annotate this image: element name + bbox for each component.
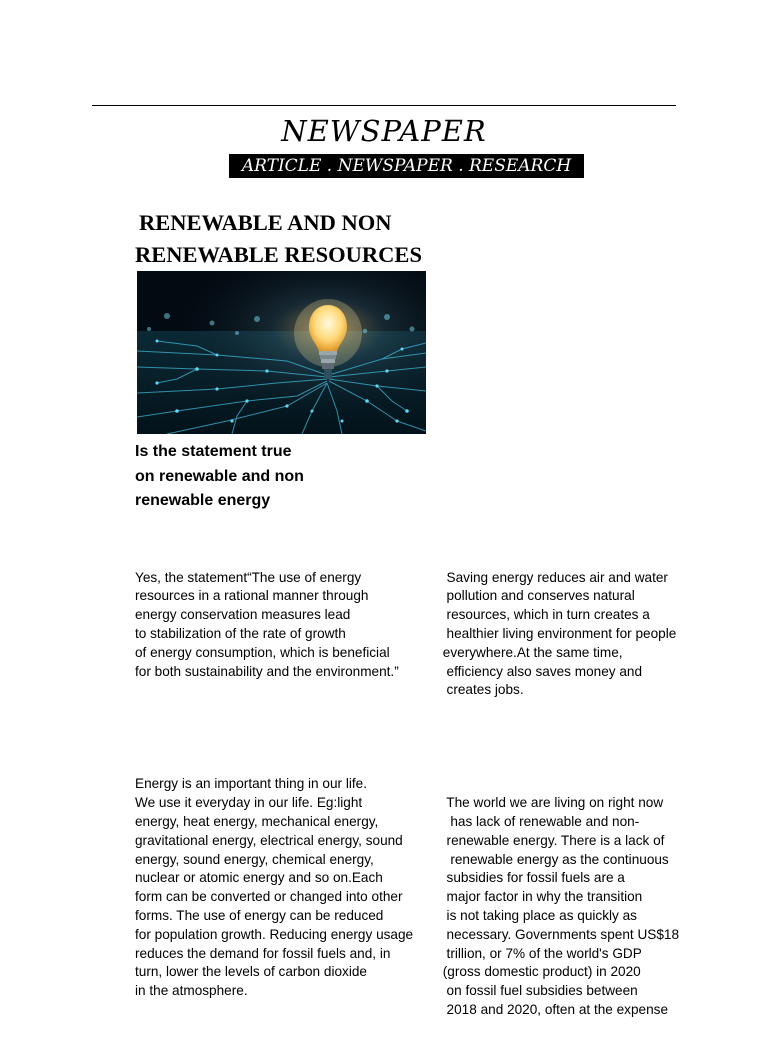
masthead-rule [92,105,676,106]
left-paragraph-1: Yes, the statement“The use of energy resources in a rational manner through energy conservation measures lead to stabilization of the rate of growth of energy consumption, which is beneficial for both sustainability and the environment.” [135,569,399,679]
subheading-text: Is the statement true on renewable and non renewable energy [135,443,304,509]
right-column [439,531,679,1039]
left-paragraph-2: Energy is an important thing in our life. We use it everyday in our life. Eg:light energy, heat energy, mechanical energy, gravitational energy, electrical energy, sound energy, sound energy, chemical energy, nuclear or atomic energy and so on.Each form can be converted or changed into other forms. The use of energy can be reduced for population growth. Reducing energy usage reduces the demand for fossil fuels and, in turn, lower the levels of carbon dioxide in the atmosphere. [135,776,414,999]
article-headline [135,207,455,271]
newspaper-title: NEWSPAPER [281,114,487,148]
tagline-bar: ARTICLE . NEWSPAPER . RESEARCH [229,154,584,178]
right-paragraph-2: The world we are living on right now has lack of renewable and non- renewable energy. There is a lack of renewable energy as the continuous subsidies for fossil fuels are a major factor in why the transition is not taking place as quickly as necessary. Governments spent US$18 trillion, or 7% of the world's GDP (gross domestic product) in 2020 on fossil fuel subsidies between 2018 and 2020, often at the expense [442,795,680,1017]
headline-line-1: RENEWABLE AND NON [139,210,392,235]
right-paragraph-1: Saving energy reduces air and water pollution and conserves natural resources, which in turn creates a healthier living environment for people everywhere.At the same time, efficiency also saves money and creates jobs. [442,569,677,698]
article-subheading [135,440,435,514]
lightbulb-circuit-icon [137,271,426,434]
headline-line-2: RENEWABLE RESOURCES [135,242,422,267]
left-column [135,531,413,1020]
lightbulb-circuit-image [137,271,426,434]
